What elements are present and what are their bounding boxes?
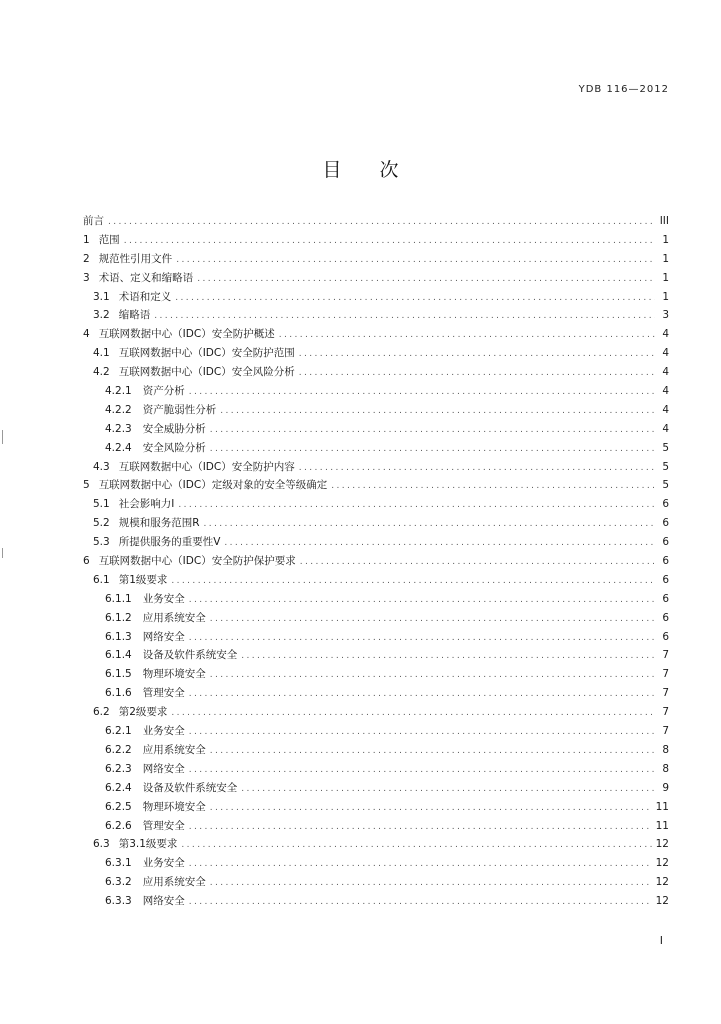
toc-entry-number: 4 — [83, 328, 90, 341]
toc-entry-label: 第3.1级要求 — [118, 838, 178, 851]
toc-entry-number: 5.3 — [93, 536, 110, 549]
toc-entry-label: 网络安全 — [142, 762, 185, 775]
toc-entry[interactable] — [83, 288, 669, 307]
toc-entry-label: 安全威胁分析 — [142, 422, 206, 435]
toc-entry-page: 4 — [662, 366, 669, 379]
toc-entry[interactable] — [83, 854, 669, 873]
toc-entry-label: 应用系统安全 — [142, 611, 206, 624]
dot-leader — [189, 383, 655, 402]
toc-entry-number: 6.2.3 — [105, 762, 132, 775]
toc-entry-number: 6.1.1 — [105, 592, 132, 605]
toc-entry[interactable] — [83, 760, 669, 779]
toc-entry-label: 社会影响力I — [118, 498, 175, 511]
toc-entry[interactable] — [83, 269, 669, 288]
page-title — [0, 155, 721, 182]
dot-leader — [299, 459, 655, 478]
toc-entry-label: 术语和定义 — [118, 290, 172, 303]
toc-entry-label: 资产分析 — [142, 385, 185, 398]
dot-leader — [210, 874, 652, 893]
dot-leader — [189, 855, 652, 874]
toc-entry-label: 业务安全 — [142, 857, 185, 870]
dot-leader — [181, 836, 651, 855]
toc-entry-page: 6 — [662, 555, 669, 568]
toc-entry-number: 6.1.6 — [105, 687, 132, 700]
toc-entry-page: 6 — [662, 517, 669, 530]
toc-entry-label: 网络安全 — [142, 630, 185, 643]
toc-entry-label: 管理安全 — [142, 687, 185, 700]
toc-entry-page: 7 — [662, 706, 669, 719]
toc-entry-label: 术语、定义和缩略语 — [98, 271, 194, 284]
toc-entry-number: 6 — [83, 555, 90, 568]
dot-leader — [210, 666, 655, 685]
toc-entry-label: 缩略语 — [118, 309, 151, 322]
toc-entry-number: 3.2 — [93, 309, 110, 322]
toc-entry-number: 6.1.4 — [105, 649, 132, 662]
toc-entry[interactable] — [83, 665, 669, 684]
toc-entry-page: 6 — [662, 592, 669, 605]
toc-entry[interactable] — [83, 363, 669, 382]
toc-entry-label: 管理安全 — [142, 819, 185, 832]
toc-entry-page: 3 — [662, 309, 669, 322]
toc-entry[interactable] — [83, 420, 669, 439]
toc-entry[interactable] — [83, 476, 669, 495]
toc-entry-label: 互联网数据中心（IDC）安全风险分析 — [118, 366, 295, 379]
dot-leader — [210, 610, 655, 629]
toc-entry[interactable] — [83, 212, 669, 231]
toc-entry[interactable] — [83, 231, 669, 250]
toc-entry-label: 范围 — [98, 233, 120, 246]
dot-leader — [300, 553, 655, 572]
dot-leader — [210, 799, 652, 818]
title-char-2: 次 — [379, 159, 399, 181]
toc-entry-page: 7 — [662, 687, 669, 700]
toc-entry-label: 互联网数据中心（IDC）定级对象的安全等级确定 — [98, 479, 328, 492]
dot-leader — [176, 251, 655, 270]
toc-entry-page: 1 — [662, 290, 669, 303]
toc-entry[interactable] — [83, 382, 669, 401]
toc-entry-label: 互联网数据中心（IDC）安全防护内容 — [118, 460, 295, 473]
toc-entry[interactable] — [83, 514, 669, 533]
toc-entry-label: 互联网数据中心（IDC）安全防护保护要求 — [98, 555, 296, 568]
toc-entry-label: 业务安全 — [142, 592, 185, 605]
dot-leader — [189, 723, 655, 742]
toc-entry[interactable] — [83, 344, 669, 363]
toc-entry[interactable] — [83, 817, 669, 836]
dot-leader — [210, 440, 655, 459]
title-char-1: 目 — [322, 159, 342, 181]
dot-leader — [154, 307, 655, 326]
page-number: I — [659, 934, 663, 947]
dot-leader — [124, 232, 655, 251]
toc-entry[interactable] — [83, 609, 669, 628]
toc-entry-label: 资产脆弱性分析 — [142, 403, 217, 416]
toc-entry[interactable] — [83, 590, 669, 609]
standard-code: YDB 116—2012 — [578, 84, 669, 95]
toc-entry-page: 1 — [662, 233, 669, 246]
toc-entry-number: 6.2.4 — [105, 781, 132, 794]
dot-leader — [241, 647, 655, 666]
toc-entry-label: 网络安全 — [142, 895, 185, 908]
toc-entry-number: 5 — [83, 479, 90, 492]
toc-entry-page: 4 — [662, 403, 669, 416]
toc-entry[interactable] — [83, 325, 669, 344]
toc-entry-page: 11 — [655, 800, 669, 813]
toc-entry[interactable] — [83, 779, 669, 798]
scan-edge-mark — [2, 430, 3, 444]
toc-entry-number: 6.3.1 — [105, 857, 132, 870]
toc-entry[interactable] — [83, 873, 669, 892]
dot-leader — [220, 402, 655, 421]
toc-entry-page: 12 — [655, 895, 669, 908]
toc-entry-number: 4.3 — [93, 460, 110, 473]
toc-entry-number: 6.1 — [93, 573, 110, 586]
table-of-contents — [83, 212, 669, 911]
toc-entry-number: 3 — [83, 271, 90, 284]
toc-entry-page: 6 — [662, 573, 669, 586]
toc-entry-page: 5 — [662, 460, 669, 473]
toc-entry-label: 所提供服务的重要性V — [118, 536, 221, 549]
toc-entry-label: 设备及软件系统安全 — [142, 649, 238, 662]
toc-entry-page: III — [659, 215, 669, 227]
toc-entry-page: 7 — [662, 649, 669, 662]
dot-leader — [175, 289, 655, 308]
toc-entry-page: 1 — [662, 271, 669, 284]
toc-entry-number: 4.2.4 — [105, 441, 132, 454]
toc-entry-page: 9 — [662, 781, 669, 794]
toc-entry-page: 6 — [662, 611, 669, 624]
toc-entry-label: 互联网数据中心（IDC）安全防护概述 — [98, 328, 275, 341]
toc-entry-page: 4 — [662, 422, 669, 435]
dot-leader — [241, 780, 655, 799]
toc-entry-label: 应用系统安全 — [142, 876, 206, 889]
toc-entry-number: 4.2.2 — [105, 403, 132, 416]
toc-entry-number: 6.2.6 — [105, 819, 132, 832]
toc-entry[interactable] — [83, 892, 669, 911]
toc-entry-page: 4 — [662, 347, 669, 360]
toc-entry[interactable] — [83, 495, 669, 514]
dot-leader — [189, 761, 655, 780]
toc-entry[interactable] — [83, 646, 669, 665]
toc-entry[interactable] — [83, 703, 669, 722]
toc-entry-label: 应用系统安全 — [142, 743, 206, 756]
dot-leader — [189, 629, 655, 648]
toc-entry[interactable] — [83, 628, 669, 647]
toc-entry-label: 设备及软件系统安全 — [142, 781, 238, 794]
toc-entry[interactable] — [83, 835, 669, 854]
dot-leader — [279, 326, 655, 345]
toc-entry-number: 6.2 — [93, 706, 110, 719]
dot-leader — [204, 515, 656, 534]
toc-entry-label: 安全风险分析 — [142, 441, 206, 454]
toc-entry-label: 业务安全 — [142, 725, 185, 738]
toc-entry-number: 3.1 — [93, 290, 110, 303]
dot-leader — [224, 534, 655, 553]
toc-entry-number: 6.2.2 — [105, 743, 132, 756]
toc-entry-label: 第1级要求 — [118, 573, 168, 586]
toc-entry-page: 7 — [662, 668, 669, 681]
toc-entry-page: 4 — [662, 385, 669, 398]
dot-leader — [189, 591, 655, 610]
toc-entry[interactable] — [83, 571, 669, 590]
toc-entry[interactable] — [83, 798, 669, 817]
dot-leader — [299, 364, 655, 383]
toc-entry-page: 6 — [662, 536, 669, 549]
toc-entry-label: 前言 — [83, 215, 104, 227]
toc-entry-page: 5 — [662, 479, 669, 492]
toc-entry-page: 12 — [655, 838, 669, 851]
dot-leader — [210, 742, 655, 761]
toc-entry-label: 规范性引用文件 — [98, 252, 173, 265]
toc-entry-label: 互联网数据中心（IDC）安全防护范围 — [118, 347, 295, 360]
toc-entry-number: 5.2 — [93, 517, 110, 530]
toc-entry-page: 6 — [662, 630, 669, 643]
toc-entry[interactable] — [83, 684, 669, 703]
toc-entry[interactable] — [83, 741, 669, 760]
dot-leader — [299, 345, 655, 364]
toc-entry-number: 6.3 — [93, 838, 110, 851]
toc-entry[interactable] — [83, 722, 669, 741]
scan-edge-mark — [2, 548, 3, 558]
toc-entry[interactable] — [83, 533, 669, 552]
toc-entry-page: 6 — [662, 498, 669, 511]
dot-leader — [108, 213, 655, 232]
toc-entry-number: 4.2 — [93, 366, 110, 379]
toc-entry-number: 6.2.1 — [105, 725, 132, 738]
toc-entry-number: 6.2.5 — [105, 800, 132, 813]
dot-leader — [210, 421, 655, 440]
dot-leader — [189, 893, 652, 912]
toc-entry-number: 4.2.3 — [105, 422, 132, 435]
dot-leader — [178, 496, 655, 515]
toc-entry[interactable] — [83, 439, 669, 458]
toc-entry[interactable] — [83, 306, 669, 325]
toc-entry-number: 4.2.1 — [105, 385, 132, 398]
toc-entry[interactable] — [83, 458, 669, 477]
dot-leader — [189, 818, 652, 837]
toc-entry-page: 8 — [662, 762, 669, 775]
toc-entry-page: 4 — [662, 328, 669, 341]
toc-entry-number: 1 — [83, 233, 90, 246]
toc-entry-label: 第2级要求 — [118, 706, 168, 719]
toc-entry-page: 5 — [662, 441, 669, 454]
toc-entry-number: 2 — [83, 252, 90, 265]
toc-entry-page: 11 — [655, 819, 669, 832]
toc-entry-number: 6.1.2 — [105, 611, 132, 624]
dot-leader — [189, 685, 655, 704]
toc-entry-page: 7 — [662, 725, 669, 738]
toc-entry[interactable] — [83, 250, 669, 269]
toc-entry-number: 6.3.3 — [105, 895, 132, 908]
toc-entry-number: 5.1 — [93, 498, 110, 511]
toc-entry[interactable] — [83, 552, 669, 571]
toc-entry-label: 物理环境安全 — [142, 800, 206, 813]
toc-entry[interactable] — [83, 401, 669, 420]
toc-entry-number: 6.1.3 — [105, 630, 132, 643]
toc-entry-label: 物理环境安全 — [142, 668, 206, 681]
toc-entry-page: 8 — [662, 743, 669, 756]
toc-entry-page: 12 — [655, 857, 669, 870]
toc-entry-number: 6.3.2 — [105, 876, 132, 889]
dot-leader — [171, 572, 655, 591]
toc-entry-number: 4.1 — [93, 347, 110, 360]
dot-leader — [331, 477, 655, 496]
dot-leader — [197, 270, 655, 289]
dot-leader — [171, 704, 655, 723]
toc-entry-page: 1 — [662, 252, 669, 265]
toc-entry-page: 12 — [655, 876, 669, 889]
toc-entry-number: 6.1.5 — [105, 668, 132, 681]
toc-entry-label: 规模和服务范围R — [118, 517, 200, 530]
